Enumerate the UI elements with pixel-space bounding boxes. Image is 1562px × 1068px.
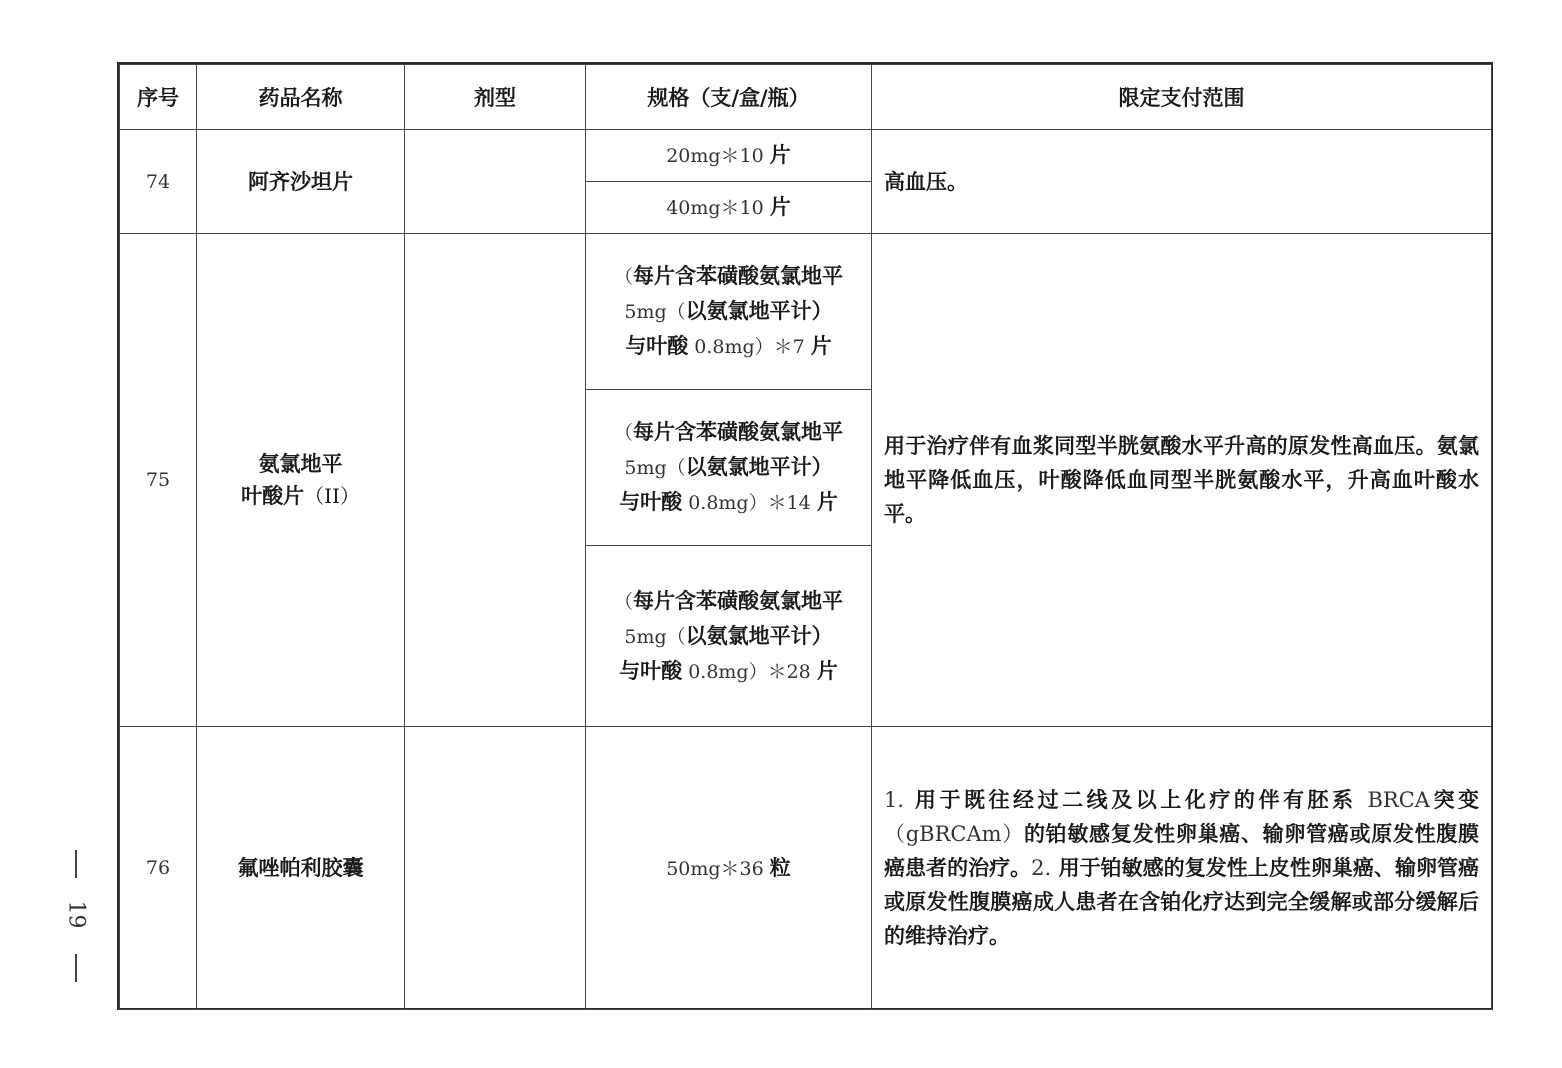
spec-unit: 粒 xyxy=(769,855,791,880)
scope-text: 突变 xyxy=(1429,788,1480,812)
spec-cell xyxy=(586,727,872,1010)
spec-paren: （ xyxy=(613,422,633,444)
spec-line3: 与叶酸 xyxy=(619,490,683,514)
header-spec: 规格（支/盒/瓶） xyxy=(586,65,872,130)
scope-brca: BRCA xyxy=(1367,788,1430,812)
page-number: 19 xyxy=(63,900,89,929)
scope-text: 的铂敏感复发性卵巢癌、输卵管癌或原发性腹膜癌患者的治疗。 xyxy=(884,822,1480,880)
spec-paren: （ xyxy=(613,590,633,613)
spec-paren: （ xyxy=(613,266,633,288)
spec-dose2: 0.8mg）＊14 xyxy=(688,492,811,514)
spec-cell xyxy=(586,390,872,546)
scope-text: 用于铂敏感的复发性上皮性卵巢癌、输卵管癌或原发性腹膜癌成人患者在含铂化疗达到完全缓解或部分缓解后的维持治疗。 xyxy=(884,856,1480,948)
header-index: 序号 xyxy=(120,65,197,130)
spec-value: 20mg＊10 xyxy=(666,145,764,167)
spec-line2: 以氨氯地平计） xyxy=(685,623,833,648)
spec-value: 40mg＊10 xyxy=(666,197,764,219)
scope-item-number: 2. xyxy=(1031,856,1052,880)
header-scope: 限定支付范围 xyxy=(872,65,1492,130)
scope-text: 用于既往经过二线及以上化疗的伴有胚系 xyxy=(914,788,1357,812)
drug-table xyxy=(119,64,1492,1010)
spec-cell xyxy=(586,546,872,727)
payment-scope: 高血压。 xyxy=(872,130,1492,234)
spec-line1: 每片含苯磺酸氨氯地平 xyxy=(633,588,843,613)
dosage-form xyxy=(405,130,586,234)
payment-scope xyxy=(872,727,1492,1010)
table-row xyxy=(120,234,1492,390)
spec-dose2: 0.8mg）＊28 xyxy=(688,660,811,683)
spec-unit: 片 xyxy=(769,195,791,219)
spec-unit: 片 xyxy=(769,143,791,167)
header-form: 剂型 xyxy=(405,65,586,130)
spec-cell xyxy=(586,234,872,390)
payment-scope: 用于治疗伴有血浆同型半胱氨酸水平升高的原发性高血压。氨氯地平降低血压，叶酸降低血同型半胱氨酸水平，升高血叶酸水平。 xyxy=(872,234,1492,727)
drug-name-suffix: （II） xyxy=(304,484,360,508)
spec-cell xyxy=(586,182,872,234)
dosage-form xyxy=(405,234,586,727)
spec-dose1: 5mg（ xyxy=(624,301,686,323)
spec-value: 50mg＊36 xyxy=(666,857,764,880)
drug-name: 阿齐沙坦片 xyxy=(197,130,405,234)
page-number-dash-bottom xyxy=(75,954,77,982)
table-row xyxy=(120,130,1492,182)
row-index: 75 xyxy=(120,234,197,727)
spec-unit: 片 xyxy=(816,658,838,683)
table-row xyxy=(120,727,1492,1010)
spec-line3: 与叶酸 xyxy=(619,658,683,683)
spec-line3: 与叶酸 xyxy=(625,334,689,358)
drug-name: 氟唑帕利胶囊 xyxy=(197,727,405,1010)
scope-item-number: 1. xyxy=(884,788,905,812)
spec-unit: 片 xyxy=(810,334,832,358)
dosage-form xyxy=(405,727,586,1010)
drug-name-line1: 氨氯地平 xyxy=(258,452,343,476)
drug-table-frame xyxy=(117,62,1493,1010)
spec-dose2: 0.8mg）＊7 xyxy=(694,336,805,358)
drug-name xyxy=(197,234,405,727)
spec-line2: 以氨氯地平计） xyxy=(685,299,833,323)
row-index: 74 xyxy=(120,130,197,234)
spec-unit: 片 xyxy=(816,490,838,514)
drug-name-line2: 叶酸片 xyxy=(241,484,305,508)
page-number-marker xyxy=(64,850,88,984)
page-number-dash-top xyxy=(75,850,77,878)
spec-line1: 每片含苯磺酸氨氯地平 xyxy=(633,264,843,288)
scope-gbrcam: （gBRCAm） xyxy=(884,822,1024,846)
table-header-row xyxy=(120,65,1492,130)
spec-dose1: 5mg（ xyxy=(624,457,686,479)
spec-cell xyxy=(586,130,872,182)
header-name: 药品名称 xyxy=(197,65,405,130)
row-index: 76 xyxy=(120,727,197,1010)
spec-dose1: 5mg（ xyxy=(624,625,686,648)
spec-line2: 以氨氯地平计） xyxy=(685,455,833,479)
spec-line1: 每片含苯磺酸氨氯地平 xyxy=(633,420,843,444)
